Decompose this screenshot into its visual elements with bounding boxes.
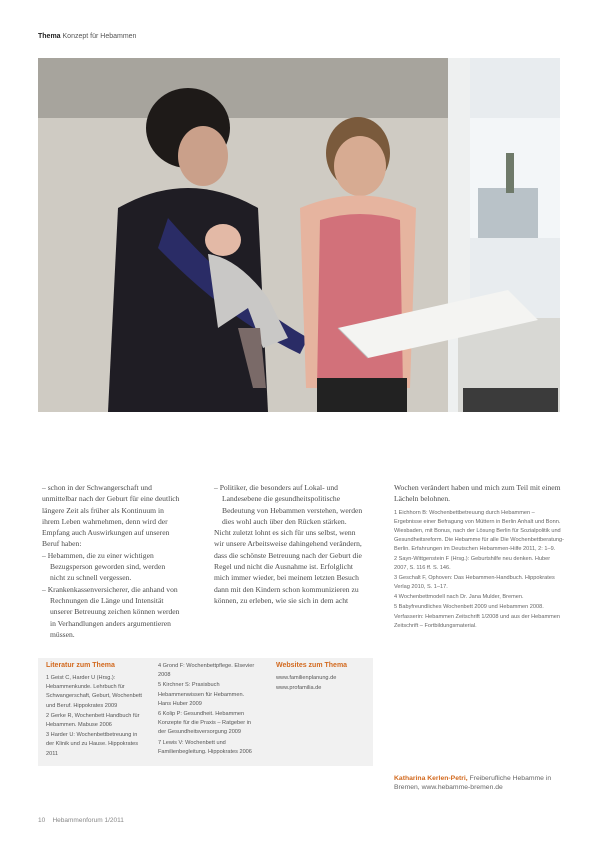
- literature-item: 7 Lewis V: Wochenbett und Familienbegleitung. Hippokrates 2006: [158, 739, 252, 755]
- literature-list-2: [158, 662, 258, 758]
- running-header: [38, 33, 136, 40]
- footnotes: [394, 509, 564, 631]
- page-footer: [38, 817, 124, 824]
- text-column-1: [42, 482, 182, 640]
- footnote: 5 Babyfreundliches Wochenbett 2009 und Hebammen 2008.: [394, 603, 544, 610]
- author-bio: [394, 774, 564, 792]
- section-label: Thema: [38, 33, 61, 40]
- literature-item: 1 Geist C, Harder U (Hrsg.): Hebammenkunde. Lehrbuch für Schwangerschaft, Geburt, Wochenbett und Beruf. Hippokrates 2009: [46, 675, 142, 709]
- footnote: Verfasserin: Hebammen Zeitschrift 1/2008 und aus der Hebammen Zeitschrift – Fortbildungsmaterial.: [394, 613, 561, 629]
- footnote: 2 Sayn-Wittgenstein F (Hrsg.): Geburtshilfe neu denken. Huber 2007, S. 116 ff. S. 146.: [394, 555, 551, 571]
- literature-item: 6 Kolip P: Gesundheit. Hebammen Konzepte für die Praxis – Ratgeber in der Gesundheitsversorgung 2009: [158, 711, 251, 736]
- photo-illustration: [38, 58, 560, 412]
- col1-list: [42, 550, 182, 640]
- literature-title: Literatur zum Thema: [46, 662, 115, 669]
- footnote: 3 Geschalt F, Ophoven: Das Hebammen-Handbuch. Hippokrates Verlag 2010, S. 1–17.: [394, 574, 555, 590]
- col2-list: [214, 482, 364, 527]
- footnote: 1 Eichhorn B: Wochenbettbetreuung durch Hebammen – Ergebnisse einer Befragung von Müttern in Berlin Anhalt und Bonn. Wiesbaden, mit Bonus, nach der Lösung Berlin für Sozialpolitik und Gesundheitsreform. Die Hebamme für alle Die Wochenbettberatung-Berlin. Erfahrungen im Deutschen Hebammen-Hilfe 2011, 2: 1–9.: [394, 509, 564, 552]
- list-item: – Politiker, die besonders auf Lokal- und Landesebene die gesundheitspolitische Bedeutung von Hebammen verstehen, werden dies wohl auch über den Rücken stärken.: [214, 483, 363, 526]
- literature-list-1: [46, 674, 146, 760]
- page-number: 10: [38, 817, 46, 824]
- list-item: – Krankenkassenversicherer, die anhand von Rechnungen die Länge und Intensität unserer Betreuung zeichen können werden in Verhandlungen anders argumentieren müssen.: [42, 584, 180, 639]
- feature-photo: [38, 58, 560, 412]
- col2-body: Nicht zuletzt lohnt es sich für uns selbst, wenn wir unsere Arbeitsweise dahingehend verändern, dass die schönste Betreuung nach der Geburt die Regel und nicht die Ausnahme ist. Erfolglicht mich immer wieder, bei meinem letzten Besuch dann mit den Kindern schon kommunizieren zu können, zu erleben, wie sie sich in dem acht: [214, 528, 362, 605]
- literature-box: [38, 658, 373, 766]
- text-column-2: [214, 482, 364, 606]
- websites-title: Websites zum Thema: [276, 662, 348, 669]
- literature-item: 3 Harder U: Wochenbettbetreuung in der Klinik und zu Hause. Hippokrates 2011: [46, 732, 139, 757]
- text-column-3: [394, 482, 564, 632]
- websites-list: [276, 674, 368, 694]
- footnote: 4 Wochenbettmodell nach Dr. Jana Mulder, Bremen.: [394, 593, 524, 600]
- topic-label: Konzept für Hebammen: [62, 33, 137, 40]
- literature-item: 4 Grond F: Wochenbettpflege. Elsevier 2008: [158, 663, 255, 679]
- col1-intro: – schon in der Schwangerschaft und unmittelbar nach der Geburt für eine deutlich längere Zeit als früher als Kontinuum in ihrem Leben wahrnehmen, denn wird der Empfang auch Auswirkungen auf unseren Beruf haben:: [42, 483, 180, 549]
- col3-body: Wochen verändert haben und mich zum Teil mit einem Lächeln belohnen.: [394, 483, 561, 504]
- literature-item: 5 Kirchner S: Praxisbuch Hebammenwissen für Hebammen. Hans Huber 2009: [158, 682, 245, 707]
- literature-item: 2 Gerke R, Wochenbett Handbuch für Hebammen. Mabuse 2006: [46, 712, 140, 729]
- author-name: Katharina Kerlen-Petri,: [394, 775, 468, 782]
- website-link[interactable]: www.familienplanung.de: [276, 675, 337, 681]
- magazine-name: Hebammenforum 1/2011: [52, 817, 124, 824]
- website-link[interactable]: www.profamilia.de: [276, 685, 322, 692]
- author-description: Freiberufliche Hebamme in Bremen, www.hebamme-bremen.de: [394, 775, 552, 791]
- list-item: – Hebammen, die zu einer wichtigen Bezugsperson geworden sind, werden nicht zu schnell vergessen.: [42, 550, 166, 583]
